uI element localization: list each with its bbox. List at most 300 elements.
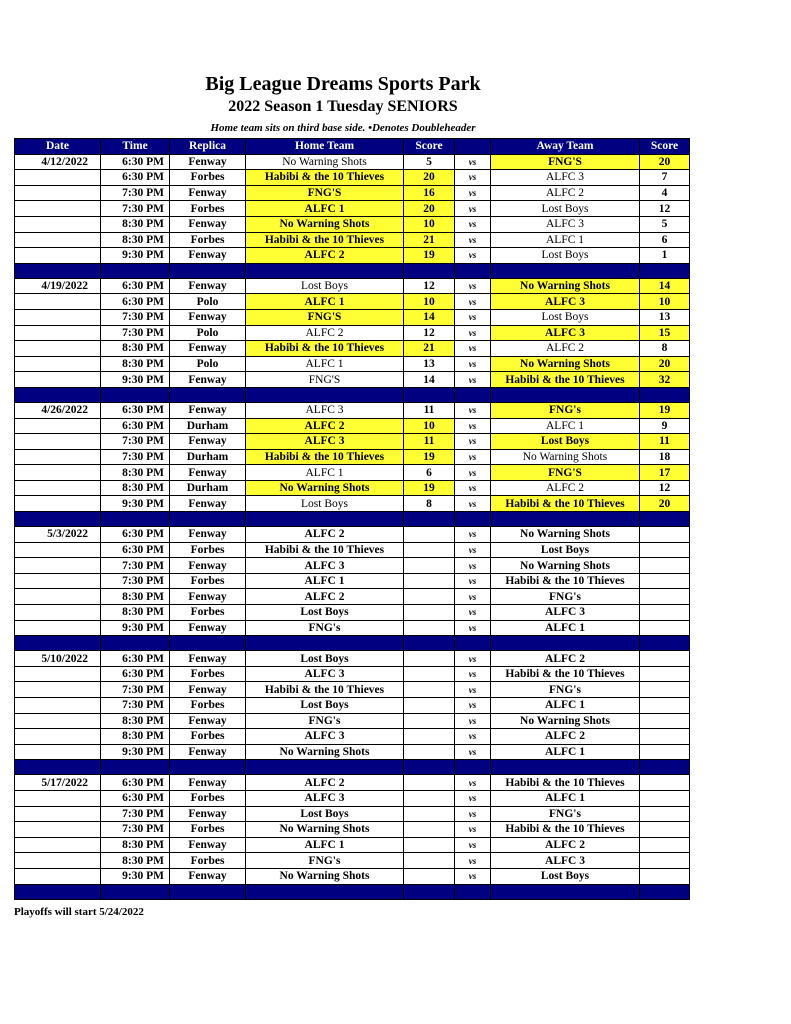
replica-cell: Forbes — [170, 232, 246, 248]
separator-cell — [246, 884, 404, 899]
separator-cell — [404, 512, 455, 527]
away-score-cell — [640, 527, 690, 543]
separator-cell — [246, 760, 404, 775]
home-team-cell: ALFC 3 — [246, 558, 404, 574]
vs-cell: vs — [455, 434, 491, 450]
replica-cell: Fenway — [170, 527, 246, 543]
replica-cell: Forbes — [170, 853, 246, 869]
away-team-cell: Habibi & the 10 Thieves — [491, 372, 640, 388]
away-score-cell: 5 — [640, 216, 690, 232]
replica-cell: Fenway — [170, 744, 246, 760]
date-cell — [15, 666, 101, 682]
date-cell — [15, 434, 101, 450]
playoffs-note: Playoffs will start 5/24/2022 — [14, 906, 144, 918]
separator-cell — [246, 387, 404, 402]
away-team-cell: Habibi & the 10 Thieves — [491, 496, 640, 512]
away-team-cell: Lost Boys — [491, 868, 640, 884]
away-score-cell — [640, 682, 690, 698]
replica-cell: Fenway — [170, 372, 246, 388]
replica-cell: Forbes — [170, 170, 246, 186]
replica-cell: Durham — [170, 480, 246, 496]
separator-cell — [455, 636, 491, 651]
away-team-cell: FNG's — [491, 682, 640, 698]
away-team-cell: ALFC 1 — [491, 232, 640, 248]
vs-cell: vs — [455, 698, 491, 714]
vs-cell: vs — [455, 558, 491, 574]
col-away-score: Score — [640, 139, 690, 155]
home-team-cell: ALFC 1 — [246, 573, 404, 589]
separator-cell — [491, 387, 640, 402]
date-cell: 4/19/2022 — [15, 278, 101, 294]
away-score-cell — [640, 666, 690, 682]
table-row — [15, 294, 690, 310]
home-score-cell: 14 — [404, 309, 455, 325]
home-score-cell: 5 — [404, 154, 455, 170]
home-team-cell: ALFC 2 — [246, 418, 404, 434]
replica-cell: Fenway — [170, 837, 246, 853]
time-cell: 8:30 PM — [101, 356, 170, 372]
table-row — [15, 822, 690, 838]
away-score-cell: 9 — [640, 418, 690, 434]
time-cell: 6:30 PM — [101, 666, 170, 682]
home-team-cell: ALFC 1 — [246, 356, 404, 372]
vs-cell: vs — [455, 868, 491, 884]
separator-cell — [246, 263, 404, 278]
home-score-cell — [404, 527, 455, 543]
replica-cell: Fenway — [170, 185, 246, 201]
table-row — [15, 402, 690, 418]
away-team-cell: ALFC 1 — [491, 790, 640, 806]
vs-cell: vs — [455, 232, 491, 248]
header-row — [15, 139, 690, 155]
separator-cell — [404, 884, 455, 899]
separator-cell — [246, 512, 404, 527]
home-team-cell: FNG'S — [246, 185, 404, 201]
separator-cell — [246, 636, 404, 651]
separator-cell — [640, 760, 690, 775]
vs-cell: vs — [455, 527, 491, 543]
replica-cell: Fenway — [170, 651, 246, 667]
home-team-cell: No Warning Shots — [246, 822, 404, 838]
separator-cell — [491, 512, 640, 527]
away-team-cell: No Warning Shots — [491, 558, 640, 574]
replica-cell: Fenway — [170, 309, 246, 325]
time-cell: 7:30 PM — [101, 449, 170, 465]
home-score-cell: 10 — [404, 294, 455, 310]
table-row — [15, 325, 690, 341]
home-score-cell: 12 — [404, 278, 455, 294]
separator-cell — [15, 512, 101, 527]
home-score-cell — [404, 558, 455, 574]
time-cell: 9:30 PM — [101, 868, 170, 884]
replica-cell: Fenway — [170, 620, 246, 636]
away-score-cell — [640, 806, 690, 822]
table-row — [15, 154, 690, 170]
table-row — [15, 496, 690, 512]
away-score-cell: 15 — [640, 325, 690, 341]
vs-cell: vs — [455, 465, 491, 481]
home-team-cell: Lost Boys — [246, 806, 404, 822]
away-score-cell — [640, 744, 690, 760]
away-team-cell: ALFC 3 — [491, 294, 640, 310]
away-team-cell: ALFC 2 — [491, 837, 640, 853]
home-team-cell: ALFC 3 — [246, 790, 404, 806]
separator-cell — [491, 760, 640, 775]
home-team-cell: ALFC 3 — [246, 402, 404, 418]
replica-cell: Fenway — [170, 713, 246, 729]
home-score-cell: 14 — [404, 372, 455, 388]
vs-cell: vs — [455, 496, 491, 512]
time-cell: 9:30 PM — [101, 744, 170, 760]
away-score-cell — [640, 573, 690, 589]
away-score-cell: 20 — [640, 496, 690, 512]
date-cell — [15, 822, 101, 838]
table-row — [15, 651, 690, 667]
col-away-team: Away Team — [491, 139, 640, 155]
home-team-cell: No Warning Shots — [246, 480, 404, 496]
table-row — [15, 278, 690, 294]
col-date: Date — [15, 139, 101, 155]
separator-cell — [170, 884, 246, 899]
time-cell: 7:30 PM — [101, 698, 170, 714]
date-cell — [15, 325, 101, 341]
time-cell: 8:30 PM — [101, 465, 170, 481]
separator-cell — [170, 760, 246, 775]
vs-cell: vs — [455, 372, 491, 388]
vs-cell: vs — [455, 216, 491, 232]
home-score-cell — [404, 822, 455, 838]
separator-cell — [15, 387, 101, 402]
separator-cell — [640, 636, 690, 651]
separator-cell — [15, 760, 101, 775]
table-row — [15, 434, 690, 450]
separator-cell — [404, 636, 455, 651]
replica-cell: Forbes — [170, 542, 246, 558]
away-score-cell: 14 — [640, 278, 690, 294]
table-row — [15, 558, 690, 574]
table-row — [15, 309, 690, 325]
date-cell — [15, 744, 101, 760]
home-score-cell — [404, 542, 455, 558]
away-score-cell — [640, 651, 690, 667]
time-cell: 8:30 PM — [101, 713, 170, 729]
vs-cell: vs — [455, 775, 491, 791]
home-score-cell — [404, 837, 455, 853]
vs-cell: vs — [455, 248, 491, 264]
away-team-cell: Habibi & the 10 Thieves — [491, 666, 640, 682]
time-cell: 8:30 PM — [101, 216, 170, 232]
time-cell: 6:30 PM — [101, 154, 170, 170]
home-team-cell: Habibi & the 10 Thieves — [246, 170, 404, 186]
away-team-cell: ALFC 2 — [491, 480, 640, 496]
separator-cell — [455, 884, 491, 899]
away-team-cell: ALFC 1 — [491, 698, 640, 714]
vs-cell: vs — [455, 589, 491, 605]
replica-cell: Fenway — [170, 868, 246, 884]
vs-cell: vs — [455, 154, 491, 170]
separator-cell — [455, 512, 491, 527]
home-team-cell: Habibi & the 10 Thieves — [246, 232, 404, 248]
date-cell — [15, 558, 101, 574]
replica-cell: Fenway — [170, 806, 246, 822]
separator-cell — [491, 636, 640, 651]
table-row — [15, 465, 690, 481]
away-score-cell: 4 — [640, 185, 690, 201]
home-score-cell: 13 — [404, 356, 455, 372]
away-score-cell: 13 — [640, 309, 690, 325]
home-score-cell — [404, 853, 455, 869]
date-cell — [15, 465, 101, 481]
date-cell — [15, 605, 101, 621]
vs-cell: vs — [455, 620, 491, 636]
separator-cell — [101, 263, 170, 278]
away-score-cell: 17 — [640, 465, 690, 481]
home-score-cell — [404, 651, 455, 667]
replica-cell: Forbes — [170, 666, 246, 682]
vs-cell: vs — [455, 573, 491, 589]
date-cell: 5/10/2022 — [15, 651, 101, 667]
time-cell: 8:30 PM — [101, 341, 170, 357]
home-score-cell: 19 — [404, 480, 455, 496]
home-team-cell: Habibi & the 10 Thieves — [246, 682, 404, 698]
date-cell — [15, 449, 101, 465]
home-team-cell: ALFC 1 — [246, 294, 404, 310]
date-cell — [15, 232, 101, 248]
home-score-cell — [404, 790, 455, 806]
time-cell: 8:30 PM — [101, 232, 170, 248]
away-team-cell: Lost Boys — [491, 542, 640, 558]
date-cell — [15, 713, 101, 729]
table-row — [15, 868, 690, 884]
replica-cell: Fenway — [170, 465, 246, 481]
away-score-cell: 11 — [640, 434, 690, 450]
replica-cell: Fenway — [170, 216, 246, 232]
home-team-cell: No Warning Shots — [246, 216, 404, 232]
home-team-cell: No Warning Shots — [246, 868, 404, 884]
separator-cell — [15, 884, 101, 899]
separator-cell — [404, 263, 455, 278]
time-cell: 6:30 PM — [101, 170, 170, 186]
date-cell — [15, 790, 101, 806]
table-row — [15, 620, 690, 636]
away-score-cell — [640, 837, 690, 853]
time-cell: 8:30 PM — [101, 729, 170, 745]
time-cell: 6:30 PM — [101, 294, 170, 310]
home-score-cell — [404, 698, 455, 714]
separator-cell — [101, 512, 170, 527]
week-separator — [15, 387, 690, 402]
away-score-cell — [640, 822, 690, 838]
page-subtitle: 2022 Season 1 Tuesday SENIORS — [228, 98, 458, 115]
date-cell — [15, 418, 101, 434]
separator-cell — [15, 263, 101, 278]
home-team-cell: Lost Boys — [246, 496, 404, 512]
time-cell: 7:30 PM — [101, 309, 170, 325]
separator-cell — [640, 387, 690, 402]
date-cell — [15, 837, 101, 853]
table-row — [15, 201, 690, 217]
replica-cell: Fenway — [170, 154, 246, 170]
date-cell — [15, 294, 101, 310]
date-cell — [15, 542, 101, 558]
table-row — [15, 666, 690, 682]
week-separator — [15, 512, 690, 527]
col-vs — [455, 139, 491, 155]
vs-cell: vs — [455, 790, 491, 806]
away-score-cell — [640, 620, 690, 636]
away-score-cell — [640, 790, 690, 806]
schedule-table — [14, 138, 690, 900]
time-cell: 7:30 PM — [101, 573, 170, 589]
away-team-cell: ALFC 3 — [491, 325, 640, 341]
home-team-cell: FNG's — [246, 853, 404, 869]
table-row — [15, 356, 690, 372]
table-row — [15, 713, 690, 729]
home-team-cell: ALFC 2 — [246, 248, 404, 264]
week-separator — [15, 760, 690, 775]
vs-cell: vs — [455, 356, 491, 372]
away-score-cell: 20 — [640, 154, 690, 170]
date-cell: 5/3/2022 — [15, 527, 101, 543]
date-cell — [15, 309, 101, 325]
home-score-cell — [404, 775, 455, 791]
vs-cell: vs — [455, 341, 491, 357]
home-score-cell: 21 — [404, 341, 455, 357]
home-score-cell — [404, 620, 455, 636]
time-cell: 9:30 PM — [101, 620, 170, 636]
away-team-cell: No Warning Shots — [491, 449, 640, 465]
time-cell: 7:30 PM — [101, 822, 170, 838]
away-team-cell: FNG's — [491, 402, 640, 418]
date-cell — [15, 496, 101, 512]
vs-cell: vs — [455, 185, 491, 201]
home-score-cell: 12 — [404, 325, 455, 341]
table-row — [15, 341, 690, 357]
vs-cell: vs — [455, 651, 491, 667]
separator-cell — [101, 760, 170, 775]
vs-cell: vs — [455, 853, 491, 869]
home-score-cell: 10 — [404, 216, 455, 232]
replica-cell: Forbes — [170, 729, 246, 745]
away-score-cell — [640, 853, 690, 869]
replica-cell: Polo — [170, 325, 246, 341]
date-cell — [15, 248, 101, 264]
table-row — [15, 542, 690, 558]
home-team-cell: FNG's — [246, 713, 404, 729]
home-team-cell: ALFC 1 — [246, 201, 404, 217]
time-cell: 7:30 PM — [101, 558, 170, 574]
home-team-cell: ALFC 2 — [246, 775, 404, 791]
vs-cell: vs — [455, 325, 491, 341]
replica-cell: Fenway — [170, 496, 246, 512]
away-score-cell — [640, 698, 690, 714]
table-row — [15, 775, 690, 791]
away-team-cell: ALFC 1 — [491, 418, 640, 434]
home-score-cell — [404, 589, 455, 605]
table-row — [15, 216, 690, 232]
away-score-cell: 19 — [640, 402, 690, 418]
home-score-cell: 6 — [404, 465, 455, 481]
replica-cell: Forbes — [170, 822, 246, 838]
time-cell: 7:30 PM — [101, 806, 170, 822]
away-score-cell: 10 — [640, 294, 690, 310]
home-score-cell: 19 — [404, 248, 455, 264]
date-cell — [15, 201, 101, 217]
away-team-cell: ALFC 1 — [491, 620, 640, 636]
away-team-cell: Habibi & the 10 Thieves — [491, 775, 640, 791]
vs-cell: vs — [455, 201, 491, 217]
date-cell — [15, 682, 101, 698]
replica-cell: Durham — [170, 418, 246, 434]
date-cell — [15, 698, 101, 714]
away-score-cell — [640, 729, 690, 745]
away-score-cell: 32 — [640, 372, 690, 388]
away-score-cell — [640, 605, 690, 621]
away-score-cell — [640, 542, 690, 558]
vs-cell: vs — [455, 666, 491, 682]
vs-cell: vs — [455, 822, 491, 838]
away-team-cell: Lost Boys — [491, 201, 640, 217]
replica-cell: Forbes — [170, 698, 246, 714]
away-team-cell: ALFC 2 — [491, 729, 640, 745]
vs-cell: vs — [455, 402, 491, 418]
home-score-cell: 11 — [404, 402, 455, 418]
home-team-cell: FNG's — [246, 620, 404, 636]
away-team-cell: No Warning Shots — [491, 278, 640, 294]
time-cell: 6:30 PM — [101, 651, 170, 667]
home-team-cell: Habibi & the 10 Thieves — [246, 542, 404, 558]
separator-cell — [491, 884, 640, 899]
home-score-cell — [404, 744, 455, 760]
table-row — [15, 170, 690, 186]
home-score-cell — [404, 729, 455, 745]
away-score-cell: 12 — [640, 480, 690, 496]
date-cell — [15, 372, 101, 388]
home-score-cell — [404, 573, 455, 589]
home-team-cell: Lost Boys — [246, 698, 404, 714]
separator-cell — [491, 263, 640, 278]
away-team-cell: ALFC 3 — [491, 853, 640, 869]
home-team-cell: Lost Boys — [246, 605, 404, 621]
away-score-cell: 6 — [640, 232, 690, 248]
away-score-cell — [640, 713, 690, 729]
time-cell: 8:30 PM — [101, 853, 170, 869]
vs-cell: vs — [455, 744, 491, 760]
away-score-cell: 7 — [640, 170, 690, 186]
schedule-note: Home team sits on third base side. •Denotes Doubleheader — [210, 122, 476, 134]
home-team-cell: FNG'S — [246, 372, 404, 388]
table-row — [15, 418, 690, 434]
away-team-cell: ALFC 1 — [491, 744, 640, 760]
replica-cell: Fenway — [170, 278, 246, 294]
away-team-cell: Lost Boys — [491, 309, 640, 325]
table-row — [15, 605, 690, 621]
vs-cell: vs — [455, 806, 491, 822]
time-cell: 6:30 PM — [101, 402, 170, 418]
separator-cell — [170, 263, 246, 278]
home-team-cell: Lost Boys — [246, 651, 404, 667]
away-score-cell: 18 — [640, 449, 690, 465]
replica-cell: Polo — [170, 294, 246, 310]
replica-cell: Fenway — [170, 682, 246, 698]
home-team-cell: ALFC 3 — [246, 434, 404, 450]
col-time: Time — [101, 139, 170, 155]
home-score-cell: 8 — [404, 496, 455, 512]
table-row — [15, 527, 690, 543]
separator-cell — [640, 884, 690, 899]
vs-cell: vs — [455, 309, 491, 325]
replica-cell: Fenway — [170, 341, 246, 357]
